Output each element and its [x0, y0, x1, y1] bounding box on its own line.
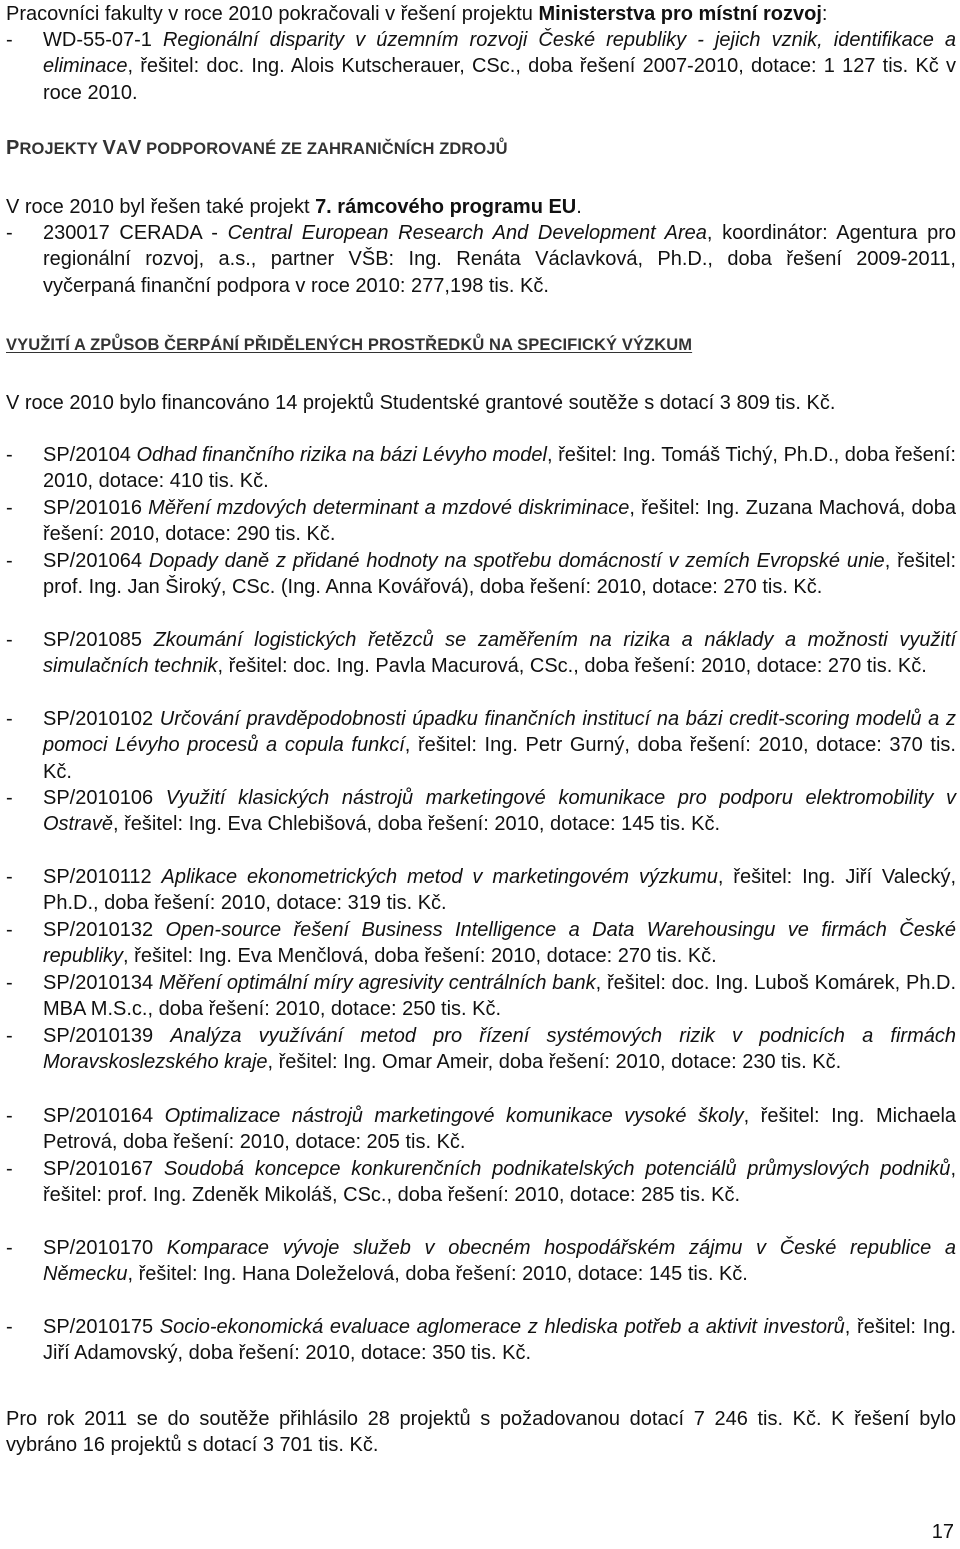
ministry-intro: Pracovníci fakulty v roce 2010 pokračovali v řešení projektu [6, 3, 539, 25]
list-dash: - [6, 866, 13, 888]
project-title: Určování pravděpodobnosti úpadku finančních institucí na bázi credit-scoring modelů a z pomoci Lévyho procesů a copula funkcí [43, 708, 956, 757]
project-title: Central European Research And Development Area [227, 222, 707, 244]
list-item-text [43, 548, 956, 601]
project-code: SP/2010139 [43, 1025, 171, 1047]
list-dash: - [6, 1025, 13, 1047]
project-title: Socio-ekonomická evaluace aglomerace z hlediska potřeb a aktivit investorů [159, 1316, 845, 1338]
project-details: , koordinátor: Agentura pro regionální rozvoj, a.s., partner VŠB: Ing. Renáta Václavková, Ph.D., doba řešení 2009-2011, vyčerpaná finanční podpora v roce 2010: 277,198 tis. Kč. [43, 222, 956, 297]
project-details: , řešitel: Ing. Omar Ameir, doba řešení: 2010, dotace: 230 tis. Kč. [267, 1051, 842, 1074]
list-dash: - [6, 629, 13, 651]
list-dash: - [6, 1105, 13, 1127]
project-title: Komparace vývoje služeb v obecném hospodářském zájmu v České republice a Německu [43, 1237, 956, 1286]
specific-intro: V roce 2010 bylo financováno 14 projektů Studentské grantové soutěže s dotací 3 809 tis. Kč. [6, 392, 836, 414]
list-dash: - [6, 1316, 13, 1338]
list-item-text [43, 706, 956, 785]
project-details: , řešitel: doc. Ing. Luboš Komárek, Ph.D. MBA M.S.c., doba řešení: 2010, dotace: 250 tis. Kč. [43, 972, 957, 1021]
list-dash: - [6, 444, 13, 466]
project-title: Odhad finančního rizika na bázi Lévyho model [136, 444, 547, 466]
project-title: Soudobá koncepce konkurenčních podnikatelských potenciálů průmyslových podniků [163, 1158, 951, 1180]
project-details: , řešitel: Ing. Petr Gurný, doba řešení: 2010, dotace: 370 tis. Kč. [43, 734, 956, 783]
project-details: , řešitel: Ing. Jiří Adamovský, doba řešení: 2010, dotace: 350 tis. Kč. [43, 1316, 957, 1365]
project-code: SP/2010175 [43, 1316, 160, 1338]
list-dash: - [6, 1158, 13, 1180]
foreign-intro-end: . [576, 196, 582, 218]
heading-initial: P [6, 137, 20, 159]
ministry-paragraph [6, 1, 956, 27]
foreign-intro-text: V roce 2010 byl řešen také projekt [6, 196, 316, 218]
list-item-text [43, 220, 956, 299]
list-item-text [43, 1103, 956, 1156]
project-code: SP/2010170 [43, 1237, 167, 1259]
project-code: SP/2010164 [43, 1105, 165, 1127]
list-item-text [43, 27, 956, 106]
list-item-text [43, 442, 956, 495]
list-dash: - [6, 919, 13, 941]
list-dash: - [6, 787, 13, 809]
project-title: Měření optimální míry agresivity centrálních bank [158, 972, 596, 994]
heading-initial: V [102, 137, 116, 159]
specific-research-heading: VYUŽITÍ A ZPŮSOB ČERPÁNÍ PŘIDĚLENÝCH PROSTŘEDKŮ NA SPECIFICKÝ VÝZKUM [6, 336, 693, 354]
project-details: , řešitel: doc. Ing. Alois Kutscherauer, CSc., doba řešení 2007-2010, dotace: 1 127 tis. Kč v roce 2010. [43, 55, 956, 104]
project-title: Měření mzdových determinant a mzdové diskriminace [148, 497, 630, 519]
project-code: SP/2010112 [43, 866, 162, 888]
project-details: , řešitel: prof. Ing. Jan Široký, CSc. (Ing. Anna Kovářová), doba řešení: 2010, dotace: 270 tis. Kč. [43, 550, 957, 599]
project-title: Zkoumání logistických řetězců se zaměřením na rizika a náklady a možnosti využití simulačních technik [43, 629, 957, 678]
list-item-text [43, 1023, 956, 1076]
outro-paragraph: Pro rok 2011 se do soutěže přihlásilo 28 projektů s požadovanou dotací 7 246 tis. Kč. K řešení bylo vybráno 16 projektů s dotací 3 701 tis. Kč. [6, 1408, 956, 1457]
project-details: , řešitel: Ing. Zuzana Machová, doba řešení: 2010, dotace: 290 tis. Kč. [43, 497, 957, 546]
project-code: SP/2010132 [43, 919, 166, 941]
project-code: SP/201085 [43, 629, 154, 651]
ministry-name: Ministerstva pro místní rozvoj [538, 3, 822, 25]
project-code: SP/20104 [43, 444, 137, 466]
list-item-text [43, 864, 956, 917]
list-dash: - [6, 222, 13, 244]
project-title: Open-source řešení Business Intelligence a Data Warehousingu ve firmách České republiky [43, 919, 956, 968]
project-title: Využití klasických nástrojů marketingové komunikace pro podporu elektromobility v Ostravě [43, 787, 956, 836]
project-title: Dopady daně z přidané hodnoty na spotřebu domácností v zemích Evropské unie [148, 550, 885, 572]
list-dash: - [6, 550, 13, 572]
list-item-text [43, 1314, 956, 1367]
list-item-text [43, 970, 956, 1023]
project-code: 230017 CERADA - [43, 222, 228, 244]
project-code: SP/2010102 [43, 708, 160, 730]
project-code: SP/2010167 [43, 1158, 164, 1180]
list-item-text [43, 1156, 956, 1209]
list-dash: - [6, 497, 13, 519]
list-dash: - [6, 708, 13, 730]
list-dash: - [6, 972, 13, 994]
list-item-text [43, 1235, 956, 1288]
heading-part: ROJEKTY [19, 140, 103, 158]
project-code: SP/2010134 [43, 972, 159, 994]
list-item-text [43, 785, 956, 838]
project-details: , řešitel: Ing. Hana Doleželová, doba řešení: 2010, dotace: 145 tis. Kč. [127, 1263, 748, 1286]
list-dash: - [6, 29, 13, 51]
foreign-intro [6, 194, 956, 220]
project-code: SP/201064 [43, 550, 149, 572]
page-number: 17 [931, 1521, 954, 1543]
project-title: Regionální disparity v územním rozvoji České republiky - jejich vznik, identifikace a eliminace [43, 29, 956, 78]
project-code: WD-55-07-1 [43, 29, 163, 51]
heading-part: A [115, 140, 128, 158]
list-item-text [43, 917, 956, 970]
ministry-colon: : [821, 3, 828, 25]
framework-programme: 7. rámcového programu EU [315, 196, 577, 218]
project-details: , řešitel: Ing. Michaela Petrová, doba řešení: 2010, dotace: 205 tis. Kč. [43, 1105, 957, 1154]
list-item-text [43, 495, 956, 548]
heading-part: PODPOROVANÉ ZE ZAHRANIČNÍCH ZDROJŮ [141, 140, 508, 158]
foreign-sources-heading [6, 136, 956, 161]
project-details: , řešitel: prof. Ing. Zdeněk Mikoláš, CSc., doba řešení: 2010, dotace: 285 tis. Kč. [43, 1158, 956, 1207]
heading-initial: V [127, 137, 142, 159]
list-dash: - [6, 1237, 13, 1259]
list-item-text [43, 627, 956, 680]
project-code: SP/201016 [43, 497, 149, 519]
project-details: , řešitel: doc. Ing. Pavla Macurová, CSc., doba řešení: 2010, dotace: 270 tis. Kč. [217, 655, 927, 678]
project-code: SP/2010106 [43, 787, 166, 809]
project-details: , řešitel: Ing. Eva Menčlová, doba řešení: 2010, dotace: 270 tis. Kč. [123, 945, 717, 968]
project-title: Analýza využívání metod pro řízení systémových rizik v podnicích a firmách Moravskoslezského kraje [43, 1025, 956, 1074]
project-title: Optimalizace nástrojů marketingové komunikace vysoké školy [164, 1105, 744, 1127]
project-details: , řešitel: Ing. Jiří Valecký, Ph.D., doba řešení: 2010, dotace: 319 tis. Kč. [43, 866, 956, 915]
project-title: Aplikace ekonometrických metod v marketingovém výzkumu [161, 866, 718, 888]
project-details: , řešitel: Ing. Tomáš Tichý, Ph.D., doba řešení: 2010, dotace: 410 tis. Kč. [43, 444, 956, 493]
project-details: , řešitel: Ing. Eva Chlebišová, doba řešení: 2010, dotace: 145 tis. Kč. [113, 813, 721, 836]
